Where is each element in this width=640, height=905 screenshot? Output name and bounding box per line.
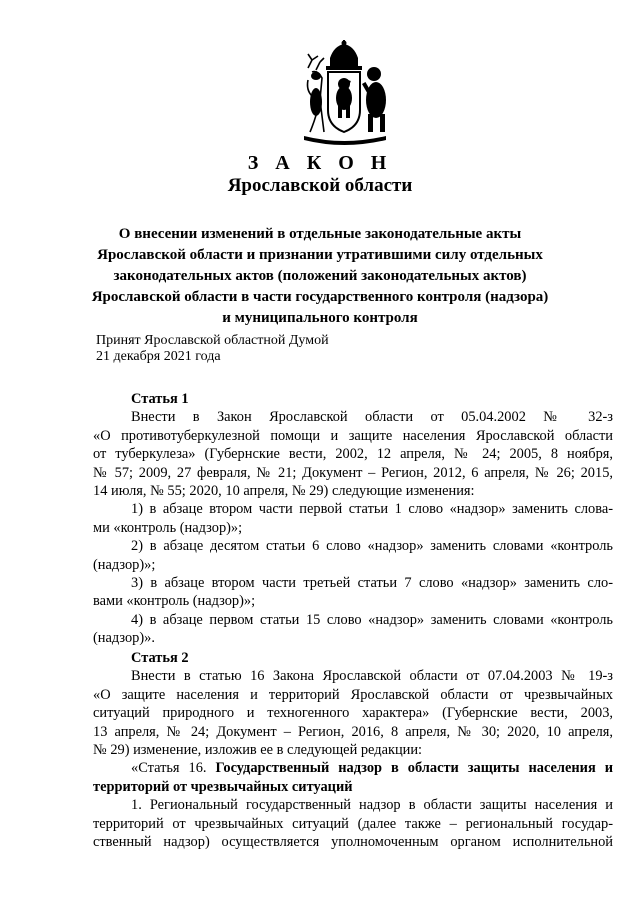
text-line: 14 июля, № 55; 2020, 10 апреля, № 29) следующие изменения: (93, 483, 475, 500)
text-line: 1) в абзаце втором части первой статьи 1 слово «надзор» заменить слова- (131, 501, 613, 518)
article-1-heading: Статья 1 (131, 391, 189, 407)
text-line: от туберкулеза» (Губернские вести, 2002, 12 апреля, № 24; 2005, 8 ноября, (93, 446, 613, 463)
subject-line: Ярославской области и признании утратившими силу отдельных (97, 247, 543, 263)
law-subject (0, 224, 640, 329)
adoption-date: 21 декабря 2021 года (96, 349, 221, 364)
text-line: № 29) изменение, изложив ее в следующей редакции: (93, 742, 423, 759)
text-line: ми «контроль (надзор)»; (93, 519, 243, 536)
text-line: 3) в абзаце втором части третьей статьи 7 слово «надзор» заменить сло- (131, 575, 613, 592)
text-line: 1. Региональный государственный надзор в области защиты населения и (131, 797, 613, 814)
subject-line: Ярославской области в части государственного контроля (надзора) (91, 289, 549, 305)
text-line: (надзор)»; (93, 556, 156, 573)
article-2 (93, 649, 613, 851)
text-line: ситуаций природного и техногенного характера» (Губернские вести, 2003, (93, 705, 613, 722)
article-16-title-bold: Государственный надзор в области защиты населения и (215, 760, 613, 777)
text-line: 13 апреля, № 24; Документ – Регион, 2016, 8 апреля, № 30; 2020, 10 апреля, (93, 723, 613, 740)
text-line: № 57; 2009, 27 февраля, № 21; Документ – Регион, 2012, 6 апреля, № 26; 2015, (93, 464, 613, 481)
adoption-note (96, 333, 329, 365)
article-16-prefix: «Статья 16. (131, 760, 216, 777)
text-line: (надзор)». (93, 630, 155, 647)
text-line: «О противотуберкулезной помощи и защите населения Ярославской области (93, 427, 613, 444)
text-line: 2) в абзаце десятом статьи 6 слово «надзор» заменить словами «контроль (131, 538, 613, 555)
subject-line: законодательных актов (положений законодательных актов) (113, 268, 527, 284)
subject-line: и муниципального контроля (222, 310, 418, 326)
adoption-body: Принят Ярославской областной Думой (96, 333, 329, 348)
article-16-title (93, 759, 613, 777)
article-1 (93, 390, 613, 648)
subject-line: О внесении изменений в отдельные законодательные акты (118, 226, 522, 242)
text-line: территорий от чрезвычайных ситуаций (далее также – региональный государ- (93, 815, 613, 832)
text-line: 4) в абзаце первом статьи 15 слово «надзор» заменить словами «контроль (131, 611, 613, 628)
article-2-heading: Статья 2 (131, 650, 189, 666)
text-line: Внести в статью 16 Закона Ярославской области от 07.04.2003 № 19-з (131, 668, 613, 685)
text-line: ственный надзор) осуществляется уполномоченным органом исполнительной (93, 834, 613, 851)
article-16-title-cont: территорий от чрезвычайных ситуаций (93, 778, 353, 795)
yaroslavl-coat-of-arms-icon (288, 40, 400, 152)
text-line: вами «контроль (надзор)»; (93, 593, 256, 610)
document-title: З А К О Н (247, 152, 393, 174)
text-line: Внести в Закон Ярославской области от 05.04.2002 № 32-з (131, 409, 613, 426)
text-line: «О защите населения и территорий Ярославской области от чрезвычайных (93, 686, 613, 703)
document-region: Ярославской области (227, 175, 413, 196)
